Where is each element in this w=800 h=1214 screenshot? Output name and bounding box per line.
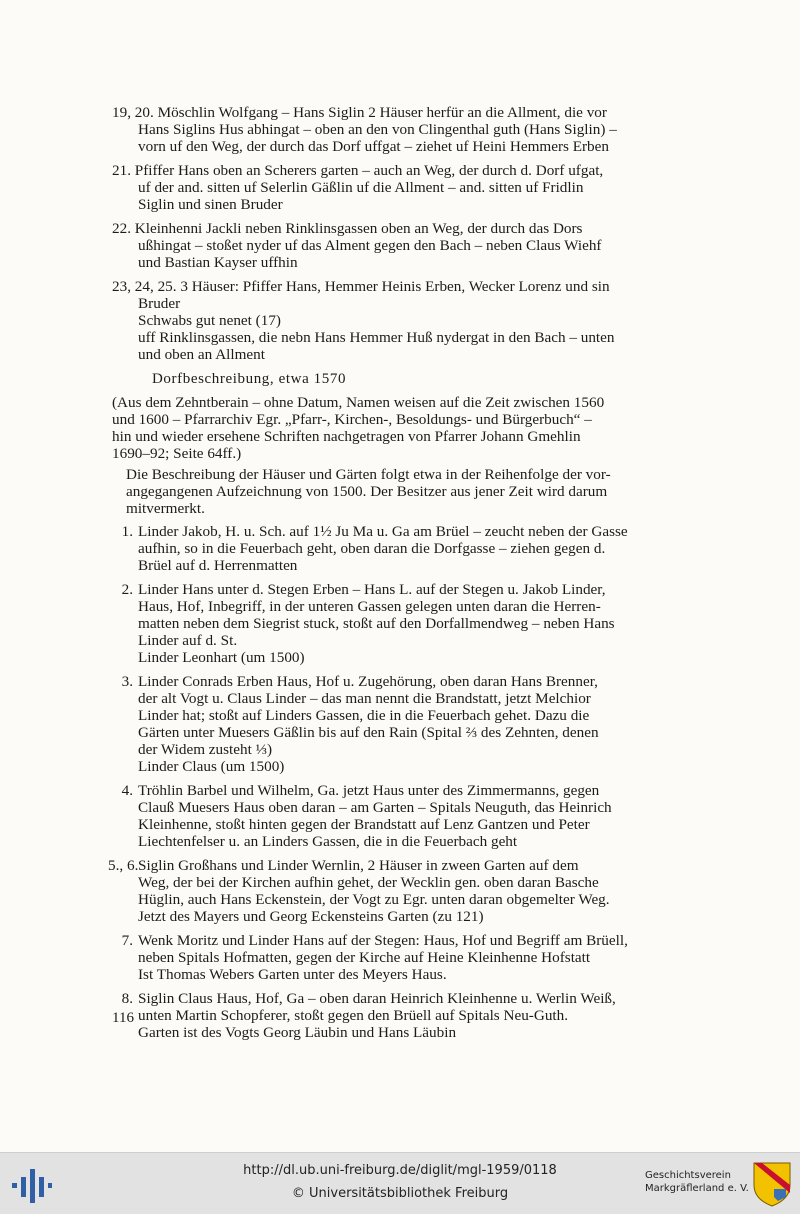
- text-line: mitvermerkt.: [126, 500, 205, 517]
- text-line: Linder Jakob, H. u. Sch. auf 1½ Ju Ma u. Ga am Brüel – zeucht neben der Gasse: [138, 523, 628, 540]
- text-line: (Aus dem Zehntberain – ohne Datum, Namen weisen auf die Zeit zwischen 1560: [112, 394, 605, 411]
- entry-number: 3.: [121, 673, 133, 690]
- text-line-content: Möschlin Wolfgang – Hans Siglin 2 Häuser herfür an die Allment, die vor: [157, 104, 607, 121]
- text-line: Ist Thomas Webers Garten unter des Meyers Haus.: [138, 966, 447, 983]
- list-item: [112, 104, 690, 155]
- entry-text: [112, 220, 690, 271]
- text-line: Linder Claus (um 1500): [138, 758, 285, 775]
- page-content: [108, 104, 690, 1048]
- footer-copyright: © Universitätsbibliothek Freiburg: [291, 1186, 509, 1201]
- list-item: [112, 220, 690, 271]
- entry-number: 23, 24, 25.: [112, 278, 181, 295]
- list-item: [112, 581, 690, 666]
- entry-number: 1.: [121, 523, 133, 540]
- text-line: der alt Vogt u. Claus Linder – das man nennt die Brandstatt, jetzt Melchior: [138, 690, 591, 707]
- intro-paragraph-2: [112, 466, 690, 517]
- entry-text: [138, 523, 690, 574]
- heading-date: etwa 1570: [278, 371, 347, 387]
- list-item: [112, 673, 690, 775]
- entry-number: 19, 20.: [112, 104, 158, 121]
- text-line: Linder Conrads Erben Haus, Hof u. Zugehörung, oben daran Hans Brenner,: [138, 673, 598, 690]
- list-item: [112, 782, 690, 850]
- text-line: Jetzt des Mayers und Georg Eckensteins Garten (zu 121): [138, 908, 484, 925]
- entry-text: [138, 990, 690, 1041]
- text-line: Die Beschreibung der Häuser und Gärten folgt etwa in der Reihenfolge der vor-: [126, 466, 611, 483]
- entry-text: [112, 278, 690, 363]
- entry-number: 7.: [121, 932, 133, 949]
- text-line: Hans Siglins Hus abhingat – oben an den von Clingenthal guth (Hans Siglin) –: [138, 121, 617, 138]
- text-line: matten neben dem Siegrist stuck, stoßt auf den Dorfallmendweg – neben Hans: [138, 615, 615, 632]
- entries-top: [112, 104, 690, 363]
- page-number: 116: [112, 1010, 134, 1026]
- text-line: Siglin Großhans und Linder Wernlin, 2 Häuser in zween Garten auf dem: [138, 857, 579, 874]
- footer-bar: [0, 1152, 800, 1214]
- section-heading: [152, 371, 690, 388]
- text-line: ußhingat – stoßet nyder uf das Alment gegen den Bach – neben Claus Wiehf: [138, 237, 602, 254]
- text-line: Linder auf d. St.: [138, 632, 238, 649]
- text-line: [112, 162, 690, 179]
- text-line-content: Pfiffer Hans oben an Scherers garten – auch an Weg, der durch d. Dorf ufgat,: [134, 162, 604, 179]
- text-line: Siglin Claus Haus, Hof, Ga – oben daran Heinrich Kleinhenne u. Werlin Weiß,: [138, 990, 616, 1007]
- text-line: Schwabs gut nenet (17): [138, 312, 281, 329]
- society-name: Geschichtsverein Markgräflerland e. V.: [645, 1170, 749, 1194]
- list-item: [112, 162, 690, 213]
- entry-number: 22.: [112, 220, 135, 237]
- text-line: Bruder: [138, 295, 181, 312]
- text-line: Gärten unter Muesers Gäßlin bis auf den Rain (Spital ⅔ des Zehnten, denen: [138, 724, 599, 741]
- list-item: [112, 932, 690, 983]
- text-line: und 1600 – Pfarrarchiv Egr. „Pfarr-, Kirchen-, Besoldungs- und Bürgerbuch“ –: [112, 411, 592, 428]
- text-line: [112, 278, 690, 295]
- entry-number: 5., 6.: [108, 857, 139, 874]
- text-line: unten Martin Schopferer, stoßt gegen den Brüell auf Spitals Neu-Guth.: [138, 1007, 569, 1024]
- list-item: [112, 523, 690, 574]
- text-line: Kleinhenne, stoßt hinten gegen der Brandstatt auf Lenz Gantzen und Peter: [138, 816, 590, 833]
- heading-title: Dorfbeschreibung,: [152, 371, 275, 387]
- text-line: Hüglin, auch Hans Eckenstein, der Vogt zu Egr. unten daran obgemelter Weg.: [138, 891, 610, 908]
- text-line: der Widem zusteht ⅓): [138, 741, 273, 758]
- entry-number: 8.: [121, 990, 133, 1007]
- text-line: [112, 220, 690, 237]
- entry-number: 4.: [121, 782, 133, 799]
- text-line: Wenk Moritz und Linder Hans auf der Stegen: Haus, Hof und Begriff am Brüell,: [138, 932, 628, 949]
- text-line: 1690–92; Seite 64ff.): [112, 445, 242, 462]
- text-line-content: 3 Häuser: Pfiffer Hans, Hemmer Heinis Erben, Wecker Lorenz und sin: [180, 278, 610, 295]
- text-line: vorn uf den Weg, der durch das Dorf uffgat – ziehet uf Heini Hemmers Erben: [138, 138, 609, 155]
- entry-text: [112, 104, 690, 155]
- text-line: neben Spitals Hofmatten, gegen der Kirche auf Heine Kleinhenne Hofstatt: [138, 949, 591, 966]
- list-item: [108, 857, 690, 925]
- entry-text: [138, 581, 690, 666]
- coat-of-arms-icon: [752, 1161, 792, 1207]
- text-line: und oben an Allment: [138, 346, 265, 363]
- list-item: [112, 990, 690, 1041]
- entry-number: 21.: [112, 162, 135, 179]
- text-line: Linder Leonhart (um 1500): [138, 649, 305, 666]
- intro-paragraph: [112, 394, 690, 462]
- text-line: Siglin und sinen Bruder: [138, 196, 283, 213]
- entry-text: [112, 162, 690, 213]
- entry-text: [138, 932, 690, 983]
- text-line: [112, 104, 690, 121]
- entry-text: [138, 673, 690, 775]
- text-line: angegangenen Aufzeichnung von 1500. Der Besitzer aus jener Zeit wird darum: [126, 483, 608, 500]
- text-line: und Bastian Kayser uffhin: [138, 254, 298, 271]
- text-line: Brüel auf d. Herrenmatten: [138, 557, 298, 574]
- text-line: uff Rinklinsgassen, die nebn Hans Hemmer Huß nydergat in den Bach – unten: [138, 329, 615, 346]
- text-line: Clauß Muesers Haus oben daran – am Garten – Spitals Neuguth, das Heinrich: [138, 799, 612, 816]
- entry-text: [138, 857, 690, 925]
- text-line: Liechtenfelser u. an Linders Gassen, die in die Feuerbach geht: [138, 833, 518, 850]
- text-line: Linder hat; stoßt auf Linders Gassen, die in die Feuerbach gehet. Dazu die: [138, 707, 590, 724]
- text-line: aufhin, so in die Feuerbach geht, oben daran die Dorfgasse – ziehen gegen d.: [138, 540, 606, 557]
- text-line: Garten ist des Vogts Georg Läubin und Hans Läubin: [138, 1024, 457, 1041]
- list-item: [112, 278, 690, 363]
- text-line: uf der and. sitten uf Selerlin Gäßlin uf die Allment – and. sitten uf Fridlin: [138, 179, 584, 196]
- text-line: Linder Hans unter d. Stegen Erben – Hans L. auf der Stegen u. Jakob Linder,: [138, 581, 606, 598]
- text-line: Tröhlin Barbel und Wilhelm, Ga. jetzt Haus unter des Zimmermanns, gegen: [138, 782, 600, 799]
- text-line: hin und wieder ersehene Schriften nachgetragen von Pfarrer Johann Gmehlin: [112, 428, 581, 445]
- text-line-content: Kleinhenni Jackli neben Rinklinsgassen oben an Weg, der durch das Dors: [134, 220, 583, 237]
- entry-text: [138, 782, 690, 850]
- entry-number: 2.: [121, 581, 133, 598]
- house-list: [108, 523, 690, 1041]
- footer-url-link[interactable]: http://dl.ub.uni-freiburg.de/diglit/mgl-1959/0118: [243, 1163, 557, 1178]
- text-line: Haus, Hof, Inbegriff, in der unteren Gassen gelegen unten daran die Herren-: [138, 598, 601, 615]
- text-line: Weg, der bei der Kirchen aufhin gehet, der Wecklin gen. oben daran Basche: [138, 874, 599, 891]
